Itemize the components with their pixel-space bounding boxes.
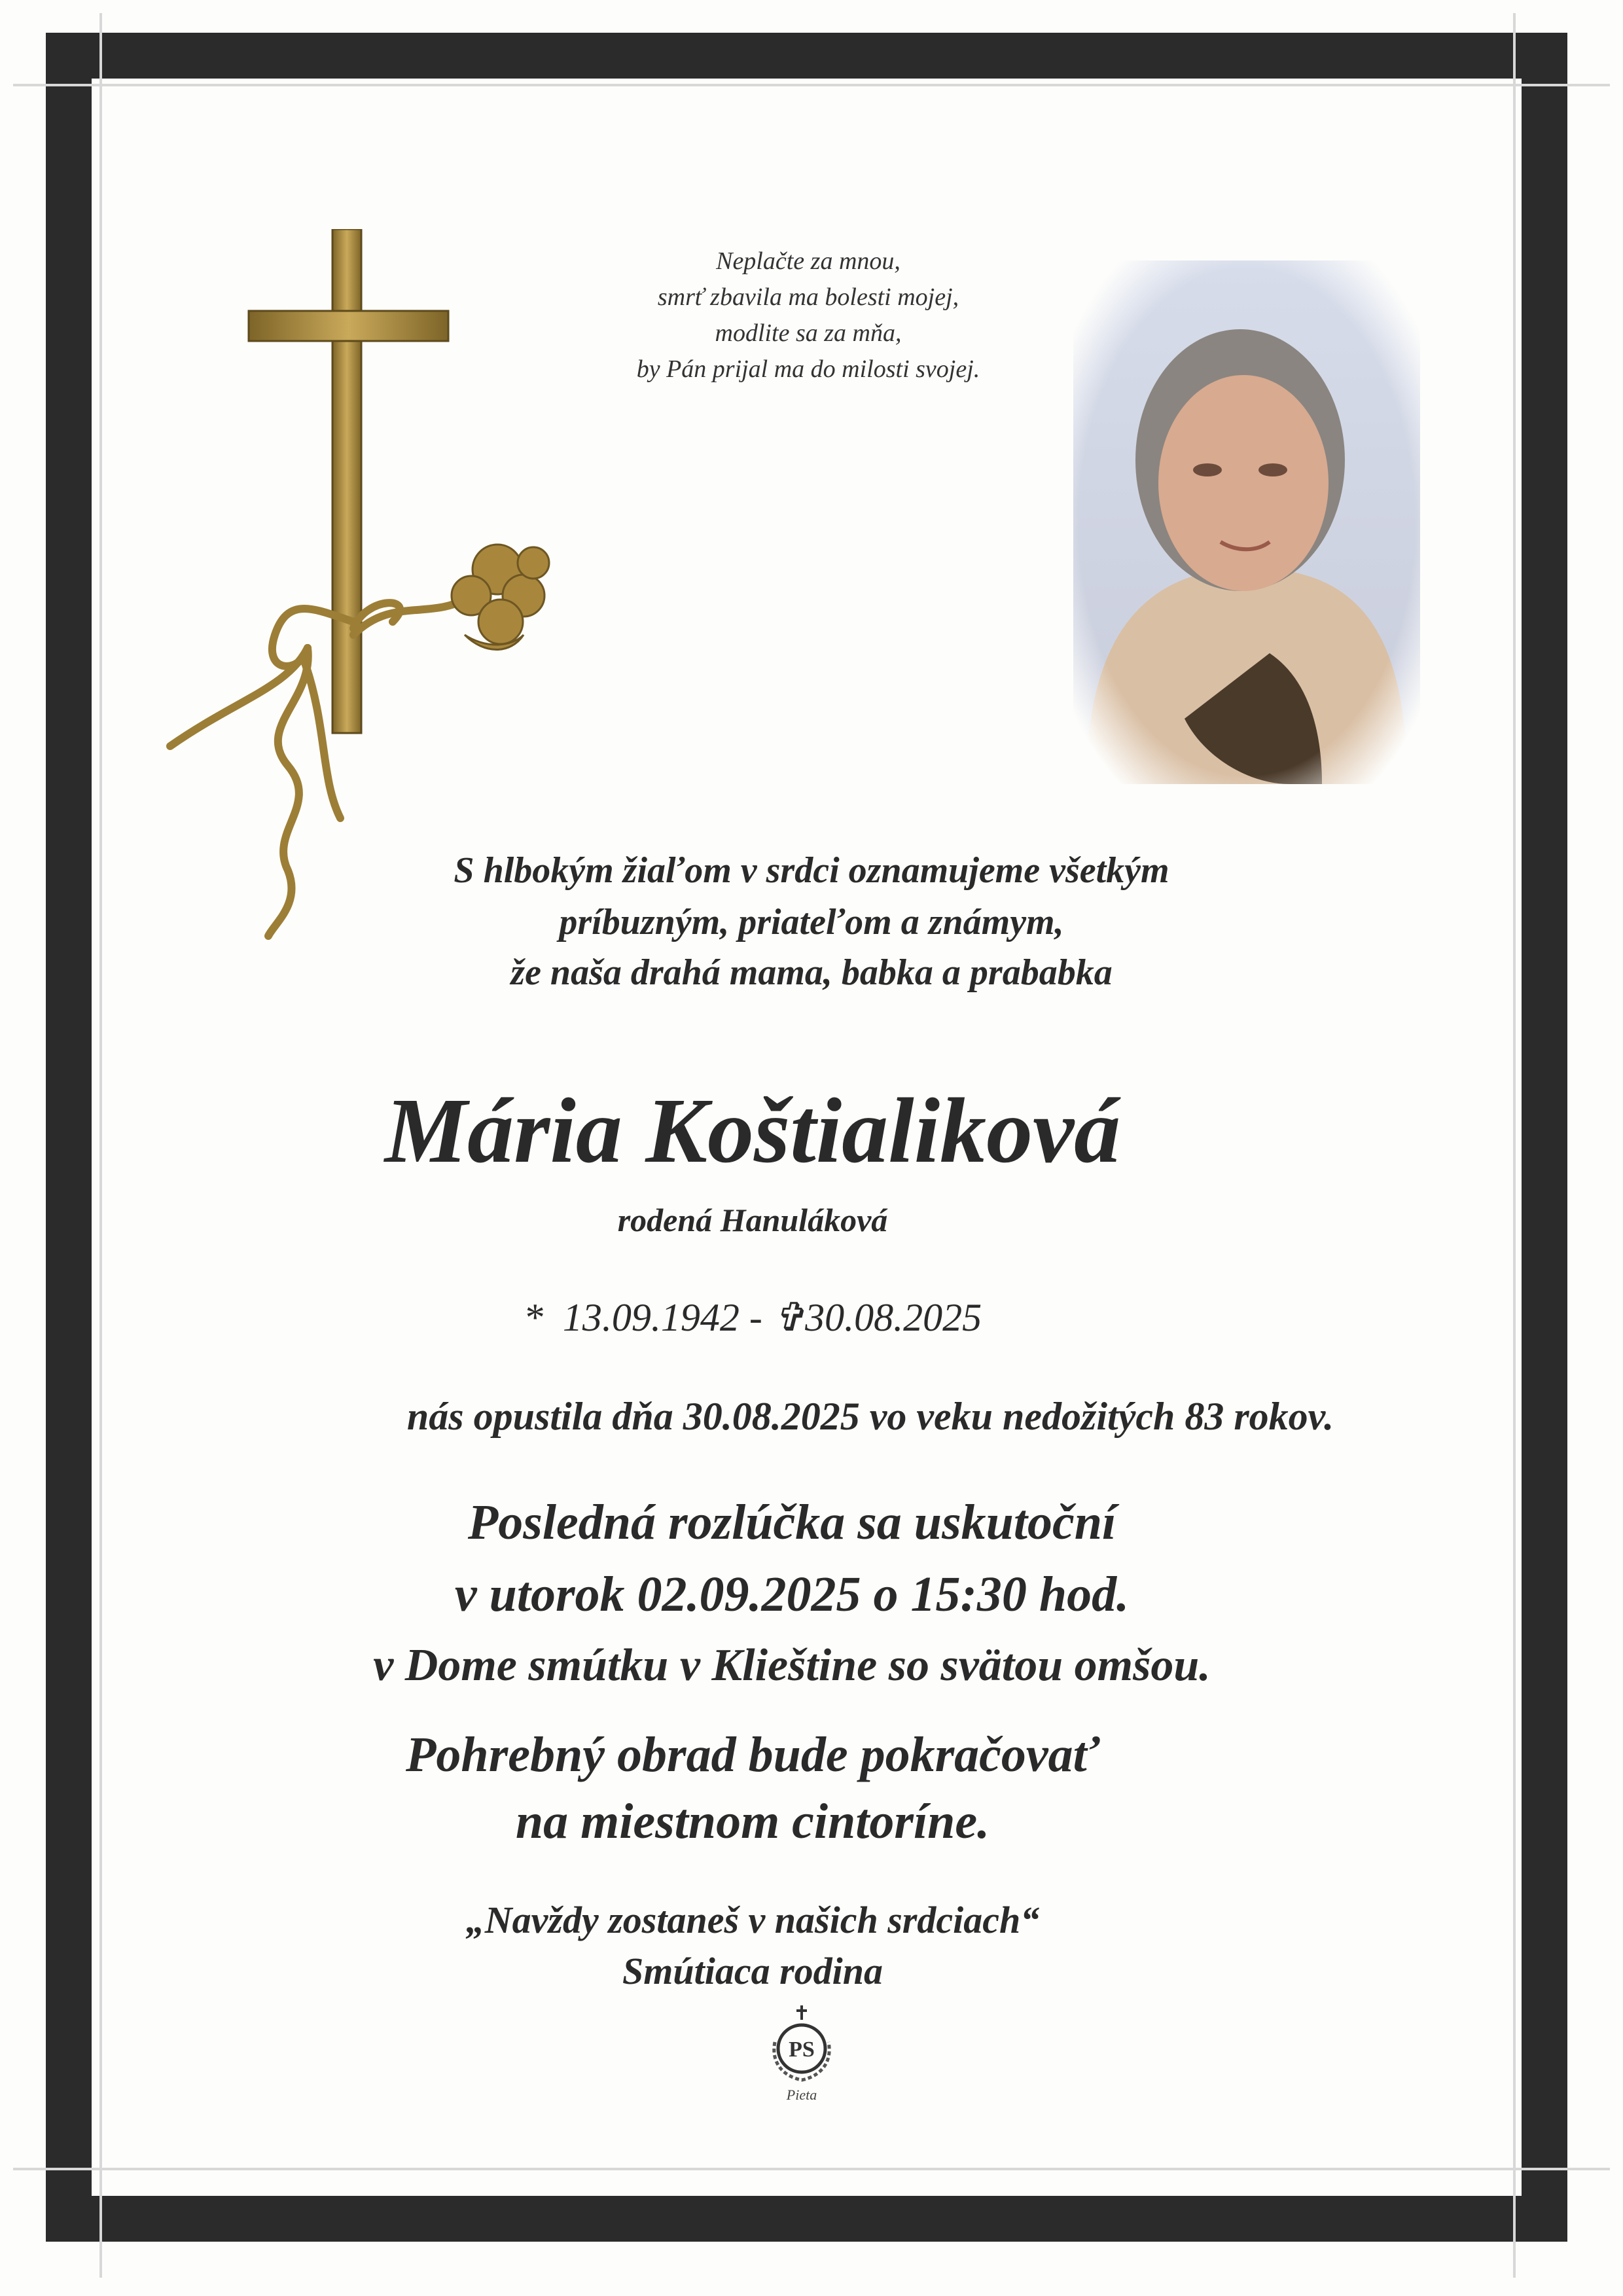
- maiden-name: rodená Hanuláková: [617, 1202, 888, 1238]
- funeral-line: Posledná rozlúčka sa uskutoční: [467, 1495, 1116, 1550]
- announcement-line: že naša drahá mama, babka a prababka: [510, 952, 1113, 993]
- frame-top: [46, 33, 1567, 79]
- announcement-line: S hlbokým žiaľom v srdci oznamujeme všetkým: [454, 850, 1169, 891]
- verse-line: modlite sa za mňa,: [715, 319, 902, 347]
- funeral-line: v utorok 02.09.2025 o 15:30 hod.: [454, 1567, 1130, 1622]
- pieta-logo-icon: [766, 2003, 838, 2104]
- frame-line-top: [13, 84, 1610, 86]
- funeral-line: v Dome smútku v Klieštine so svätou omšou.: [373, 1640, 1211, 1691]
- verse-line: Neplačte za mnou,: [716, 247, 901, 275]
- cross-with-rose-icon: [157, 229, 563, 942]
- departure-text: nás opustila dňa 30.08.2025 vo veku nedožitých 83 rokov.: [406, 1395, 1334, 1438]
- logo-monogram: PS: [789, 2037, 815, 2062]
- verse: [537, 243, 1080, 387]
- verse-line: by Pán prijal ma do milosti svojej.: [636, 355, 980, 383]
- verse-line: smrť zbavila ma bolesti mojej,: [657, 283, 959, 311]
- frame-line-bottom: [13, 2168, 1610, 2170]
- portrait-photo: [1073, 260, 1420, 784]
- deceased-name: Mária Koštialiková: [384, 1079, 1121, 1182]
- birth-date: 13.09.1942 -: [562, 1296, 762, 1339]
- life-dates: [0, 1295, 1564, 1340]
- announcement-line: príbuzným, priateľom a známym,: [559, 902, 1064, 942]
- closing-quote: „Navždy zostaneš v našich srdciach“: [465, 1899, 1040, 1941]
- death-cross-icon: ✞: [772, 1296, 806, 1339]
- burial-line: Pohrebný obrad bude pokračovať: [406, 1727, 1099, 1782]
- birth-symbol: *: [523, 1296, 543, 1339]
- signature: Smútiaca rodina: [622, 1950, 883, 1992]
- burial-line: na miestnom cintoríne.: [515, 1794, 990, 1849]
- logo-text: Pieta: [786, 2087, 817, 2103]
- death-date: 30.08.2025: [805, 1296, 982, 1339]
- frame-bottom: [46, 2196, 1567, 2242]
